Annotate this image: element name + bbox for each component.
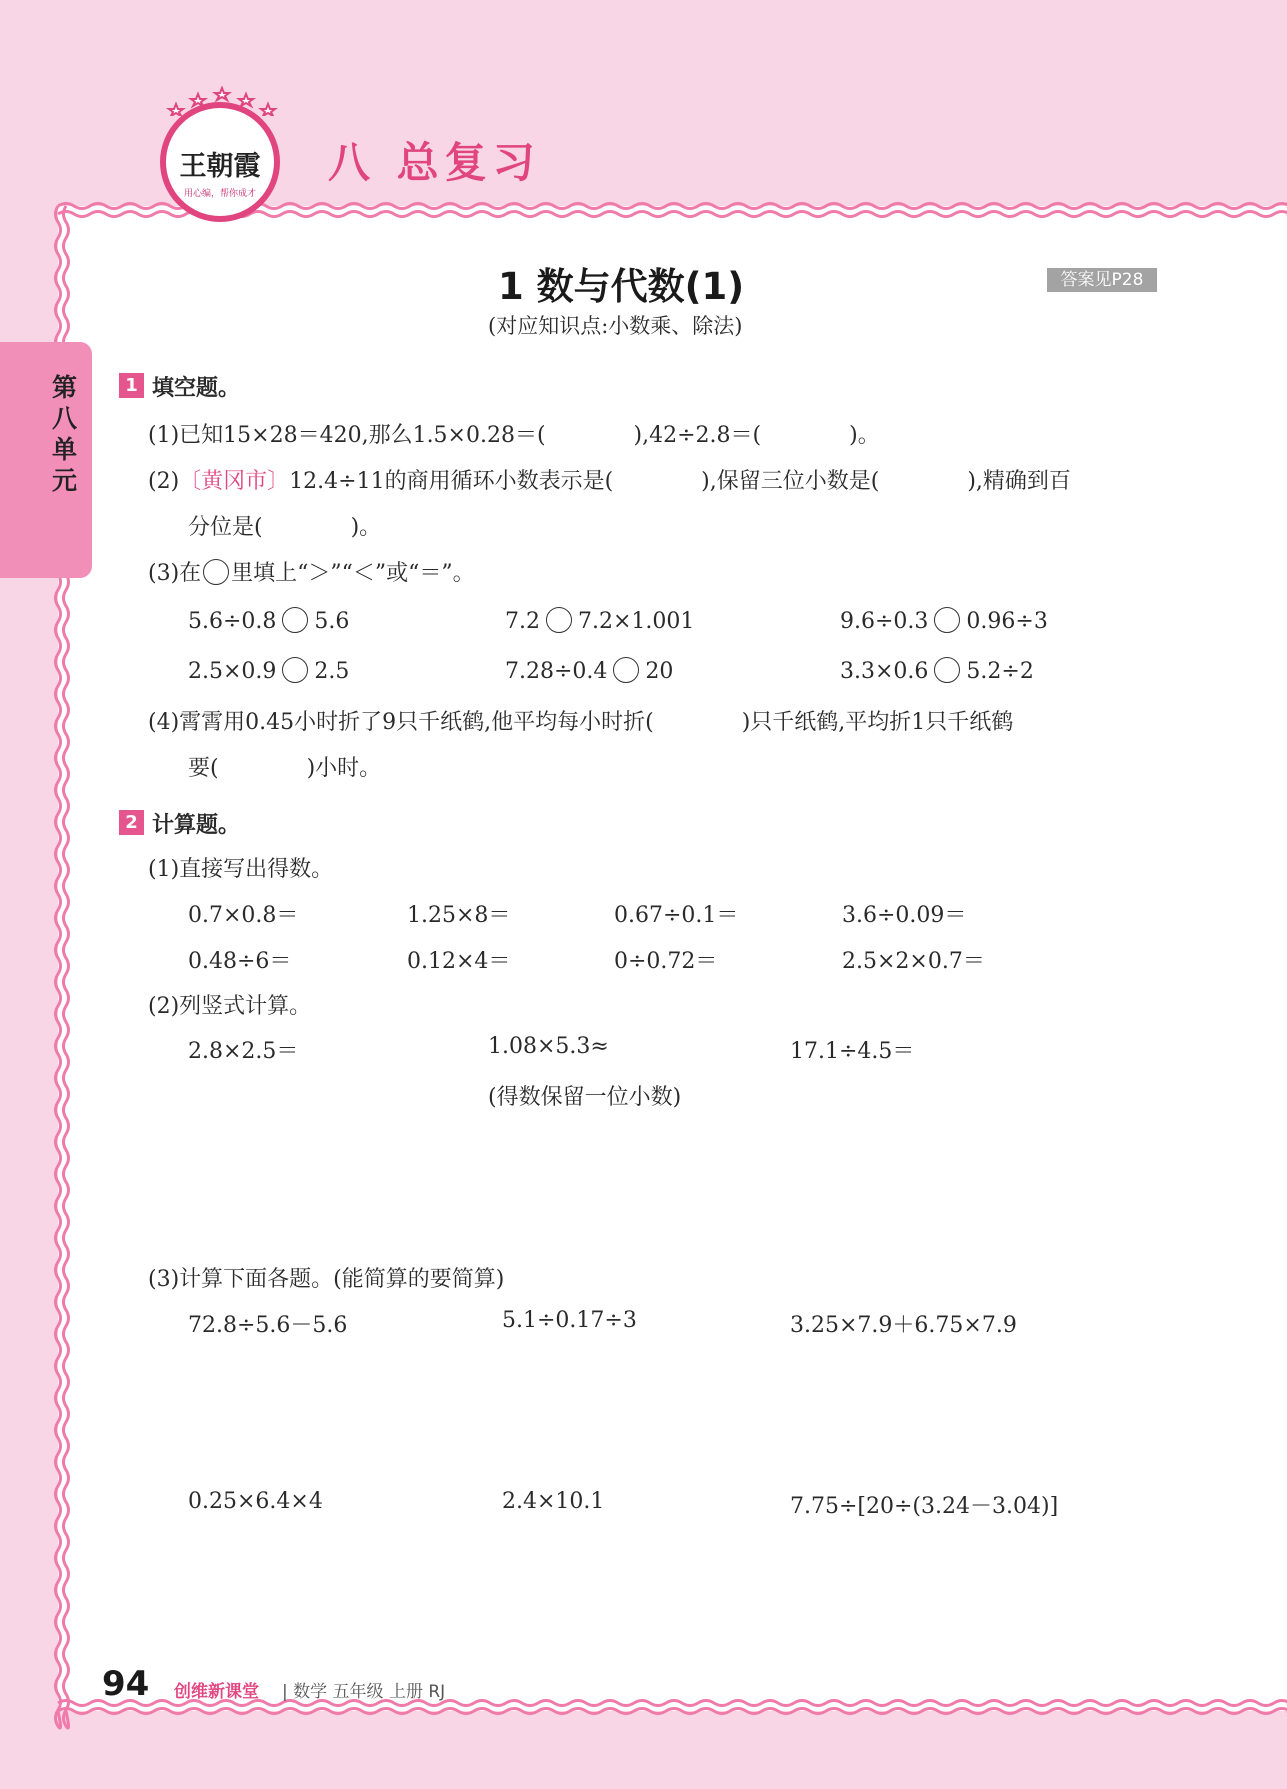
- question-4: (4)霄霄用0.45小时折了9只千纸鹤,他平均每小时折( )只千纸鹤,平均折1只千纸鹤: [148, 710, 1014, 735]
- circle-icon: [203, 559, 229, 585]
- vertical-note: (得数保留一位小数): [488, 1085, 682, 1110]
- source-tag: 〔黄冈市〕: [179, 469, 290, 494]
- lesson-title: 1 数与代数(1): [498, 265, 745, 308]
- answer-circle[interactable]: [546, 607, 572, 633]
- lesson-subtitle: (对应知识点:小数乘、除法): [488, 314, 743, 338]
- direct-problem: 0.7×0.8＝: [188, 903, 299, 928]
- calc-problem: 3.25×7.9＋6.75×7.9: [790, 1313, 1017, 1338]
- vertical-problem: 2.8×2.5＝: [188, 1039, 299, 1064]
- answer-badge: 答案见P28: [1047, 268, 1157, 292]
- part-1-title: (1)直接写出得数。: [148, 857, 334, 882]
- part-2-title: (2)列竖式计算。: [148, 994, 312, 1019]
- compare-item: [840, 657, 1034, 687]
- answer-circle[interactable]: [282, 657, 308, 683]
- section-title: 计算题。: [152, 813, 241, 838]
- compare-left: 7.2: [505, 609, 540, 634]
- footer-brand: 创维新课堂: [174, 1682, 259, 1702]
- vertical-problem: 1.08×5.3≈: [488, 1034, 609, 1059]
- direct-problem: 0.48÷6＝: [188, 949, 292, 974]
- logo-text: 王朝霞: [179, 151, 261, 182]
- calc-problem: 72.8÷5.6－5.6: [188, 1313, 348, 1338]
- direct-problem: 0÷0.72＝: [614, 949, 718, 974]
- question-2-text: 12.4÷11的商用循环小数表示是( ),保留三位小数是( ),精确到百: [289, 469, 1071, 494]
- vertical-problem: 17.1÷4.5＝: [790, 1039, 915, 1064]
- question-2: [148, 464, 1071, 495]
- compare-left: 7.28÷0.4: [505, 659, 608, 684]
- compare-left: 2.5×0.9: [188, 659, 277, 684]
- compare-item: [505, 657, 673, 687]
- question-2-number: (2): [148, 469, 180, 494]
- direct-problem: 2.5×2×0.7＝: [842, 949, 985, 974]
- question-2-continued: 分位是( )。: [188, 515, 382, 540]
- section-title: 填空题。: [152, 376, 241, 401]
- question-4-continued: 要( )小时。: [188, 756, 382, 781]
- compare-left: 5.6÷0.8: [188, 609, 277, 634]
- answer-circle[interactable]: [282, 607, 308, 633]
- calc-problem: 7.75÷[20÷(3.24－3.04)]: [790, 1494, 1059, 1519]
- direct-problem: 0.12×4＝: [407, 949, 511, 974]
- direct-problem: 3.6÷0.09＝: [842, 903, 967, 928]
- brand-logo: [160, 102, 280, 222]
- compare-item: [188, 657, 349, 687]
- compare-right: 20: [645, 659, 674, 684]
- section-number: 2: [119, 810, 144, 835]
- compare-right: 0.96÷3: [966, 609, 1048, 634]
- question-3-text-b: 里填上“＞”“＜”或“＝”。: [231, 561, 475, 586]
- calc-problem: 5.1÷0.17÷3: [502, 1308, 637, 1333]
- compare-item: [840, 607, 1048, 637]
- compare-right: 7.2×1.001: [578, 609, 695, 634]
- side-tab: [0, 342, 92, 578]
- answer-circle[interactable]: [934, 607, 960, 633]
- compare-right: 5.2÷2: [966, 659, 1034, 684]
- logo-slogan: 用心编，帮你成才: [183, 189, 256, 199]
- question-3: [148, 556, 475, 589]
- answer-circle[interactable]: [613, 657, 639, 683]
- section-number: 1: [119, 373, 144, 398]
- direct-problem: 0.67÷0.1＝: [614, 903, 739, 928]
- answer-circle[interactable]: [934, 657, 960, 683]
- question-3-text-a: (3)在: [148, 561, 202, 586]
- footer-book-info: | 数学 五年级 上册 RJ: [282, 1682, 446, 1702]
- calc-problem: 0.25×6.4×4: [188, 1489, 323, 1514]
- question-1: (1)已知15×28＝420,那么1.5×0.28＝( ),42÷2.8＝( )。: [148, 423, 880, 448]
- compare-left: 3.3×0.6: [840, 659, 929, 684]
- compare-left: 9.6÷0.3: [840, 609, 929, 634]
- direct-problem: 1.25×8＝: [407, 903, 511, 928]
- side-tab-label: 第八单元: [52, 373, 78, 495]
- page-number: 94: [102, 1664, 150, 1704]
- compare-right: 5.6: [314, 609, 350, 634]
- part-3-title: (3)计算下面各题。(能简算的要简算): [148, 1267, 505, 1292]
- calc-problem: 2.4×10.1: [502, 1489, 605, 1514]
- compare-item: [505, 607, 694, 637]
- unit-heading: 八 总复习: [328, 138, 541, 187]
- compare-right: 2.5: [314, 659, 350, 684]
- compare-item: [188, 607, 349, 637]
